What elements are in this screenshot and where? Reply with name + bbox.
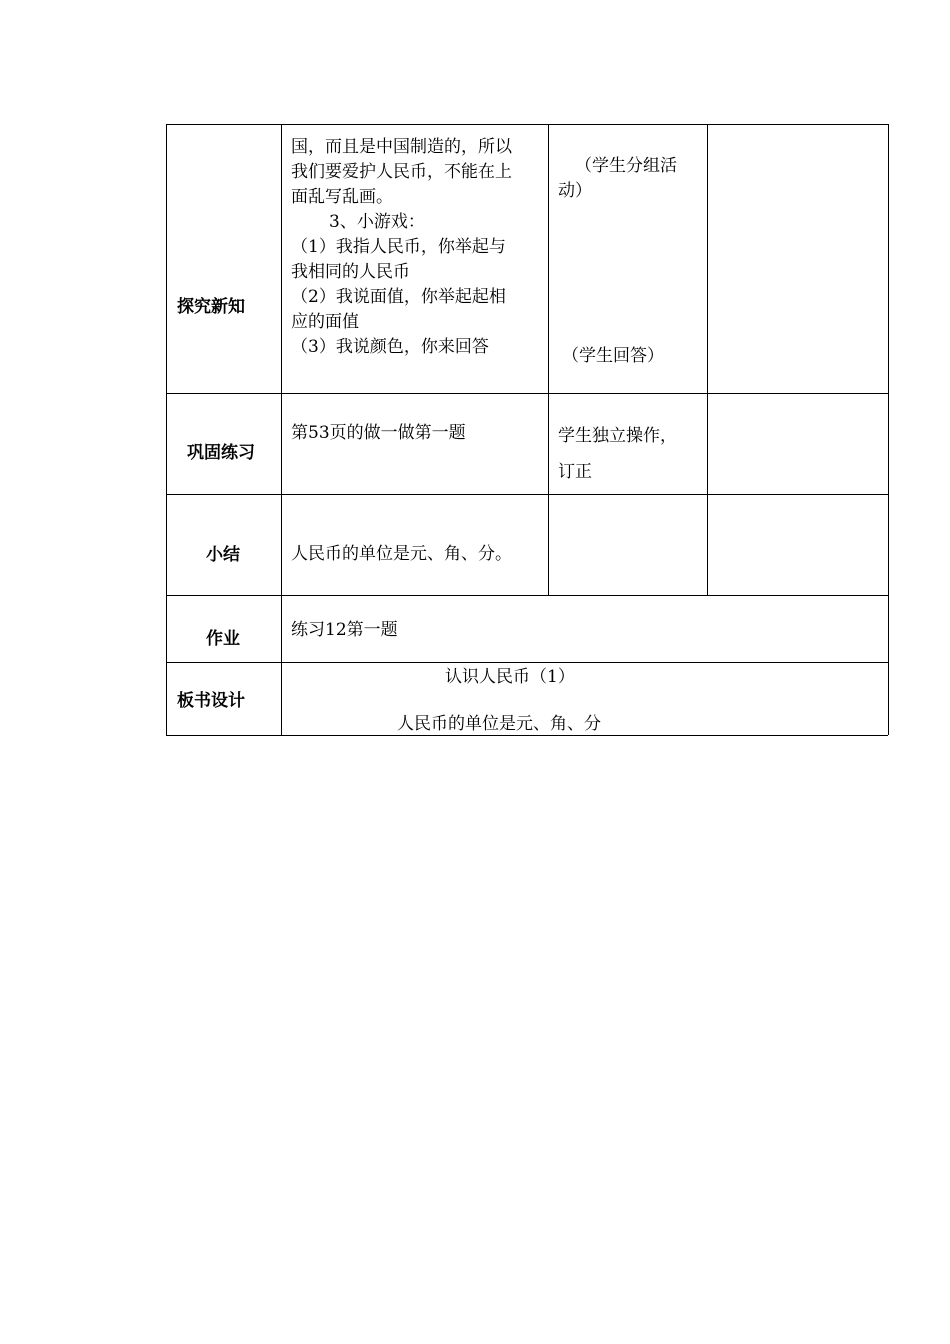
row-divider bbox=[166, 494, 888, 495]
row-label-board: 板书设计 bbox=[177, 691, 245, 711]
explore-content-line: （1）我指人民币，你举起与 bbox=[291, 237, 506, 257]
explore-content-line: 我相同的人民币 bbox=[291, 262, 410, 282]
explore-content-line: （3）我说颜色，你来回答 bbox=[291, 337, 489, 357]
explore-content-line: 我们要爱护人民币，不能在上 bbox=[291, 162, 512, 182]
summary-content: 人民币的单位是元、角、分。 bbox=[291, 544, 512, 564]
explore-student-answer: （学生回答） bbox=[562, 346, 664, 366]
table-border-left bbox=[166, 124, 167, 735]
column-divider bbox=[707, 124, 708, 595]
row-label-summary: 小结 bbox=[206, 545, 240, 565]
practice-student-line: 订正 bbox=[558, 462, 592, 482]
board-title: 认识人民币（1） bbox=[445, 667, 575, 687]
practice-content: 第53页的做一做第一题 bbox=[291, 423, 466, 443]
row-label-practice: 巩固练习 bbox=[187, 443, 255, 463]
explore-content-line: 国，而且是中国制造的，所以 bbox=[291, 137, 512, 157]
row-divider bbox=[166, 595, 888, 596]
explore-student-line: 动） bbox=[558, 181, 592, 201]
column-divider bbox=[281, 124, 282, 735]
table-border-right bbox=[888, 124, 889, 735]
explore-content-line: 应的面值 bbox=[291, 312, 359, 332]
row-divider bbox=[166, 393, 888, 394]
explore-content-line: （2）我说面值，你举起起相 bbox=[291, 287, 506, 307]
row-label-explore: 探究新知 bbox=[177, 297, 245, 317]
explore-content-line: 面乱写乱画。 bbox=[291, 187, 393, 207]
row-divider bbox=[166, 662, 888, 663]
column-divider bbox=[548, 124, 549, 595]
homework-content: 练习12第一题 bbox=[291, 620, 398, 640]
practice-student-line: 学生独立操作， bbox=[558, 426, 677, 446]
explore-content-line: 3、小游戏： bbox=[329, 212, 425, 232]
board-line: 人民币的单位是元、角、分 bbox=[397, 714, 601, 734]
row-label-homework: 作业 bbox=[206, 629, 240, 649]
table-border-top bbox=[166, 124, 888, 125]
explore-student-line: （学生分组活 bbox=[575, 156, 677, 176]
